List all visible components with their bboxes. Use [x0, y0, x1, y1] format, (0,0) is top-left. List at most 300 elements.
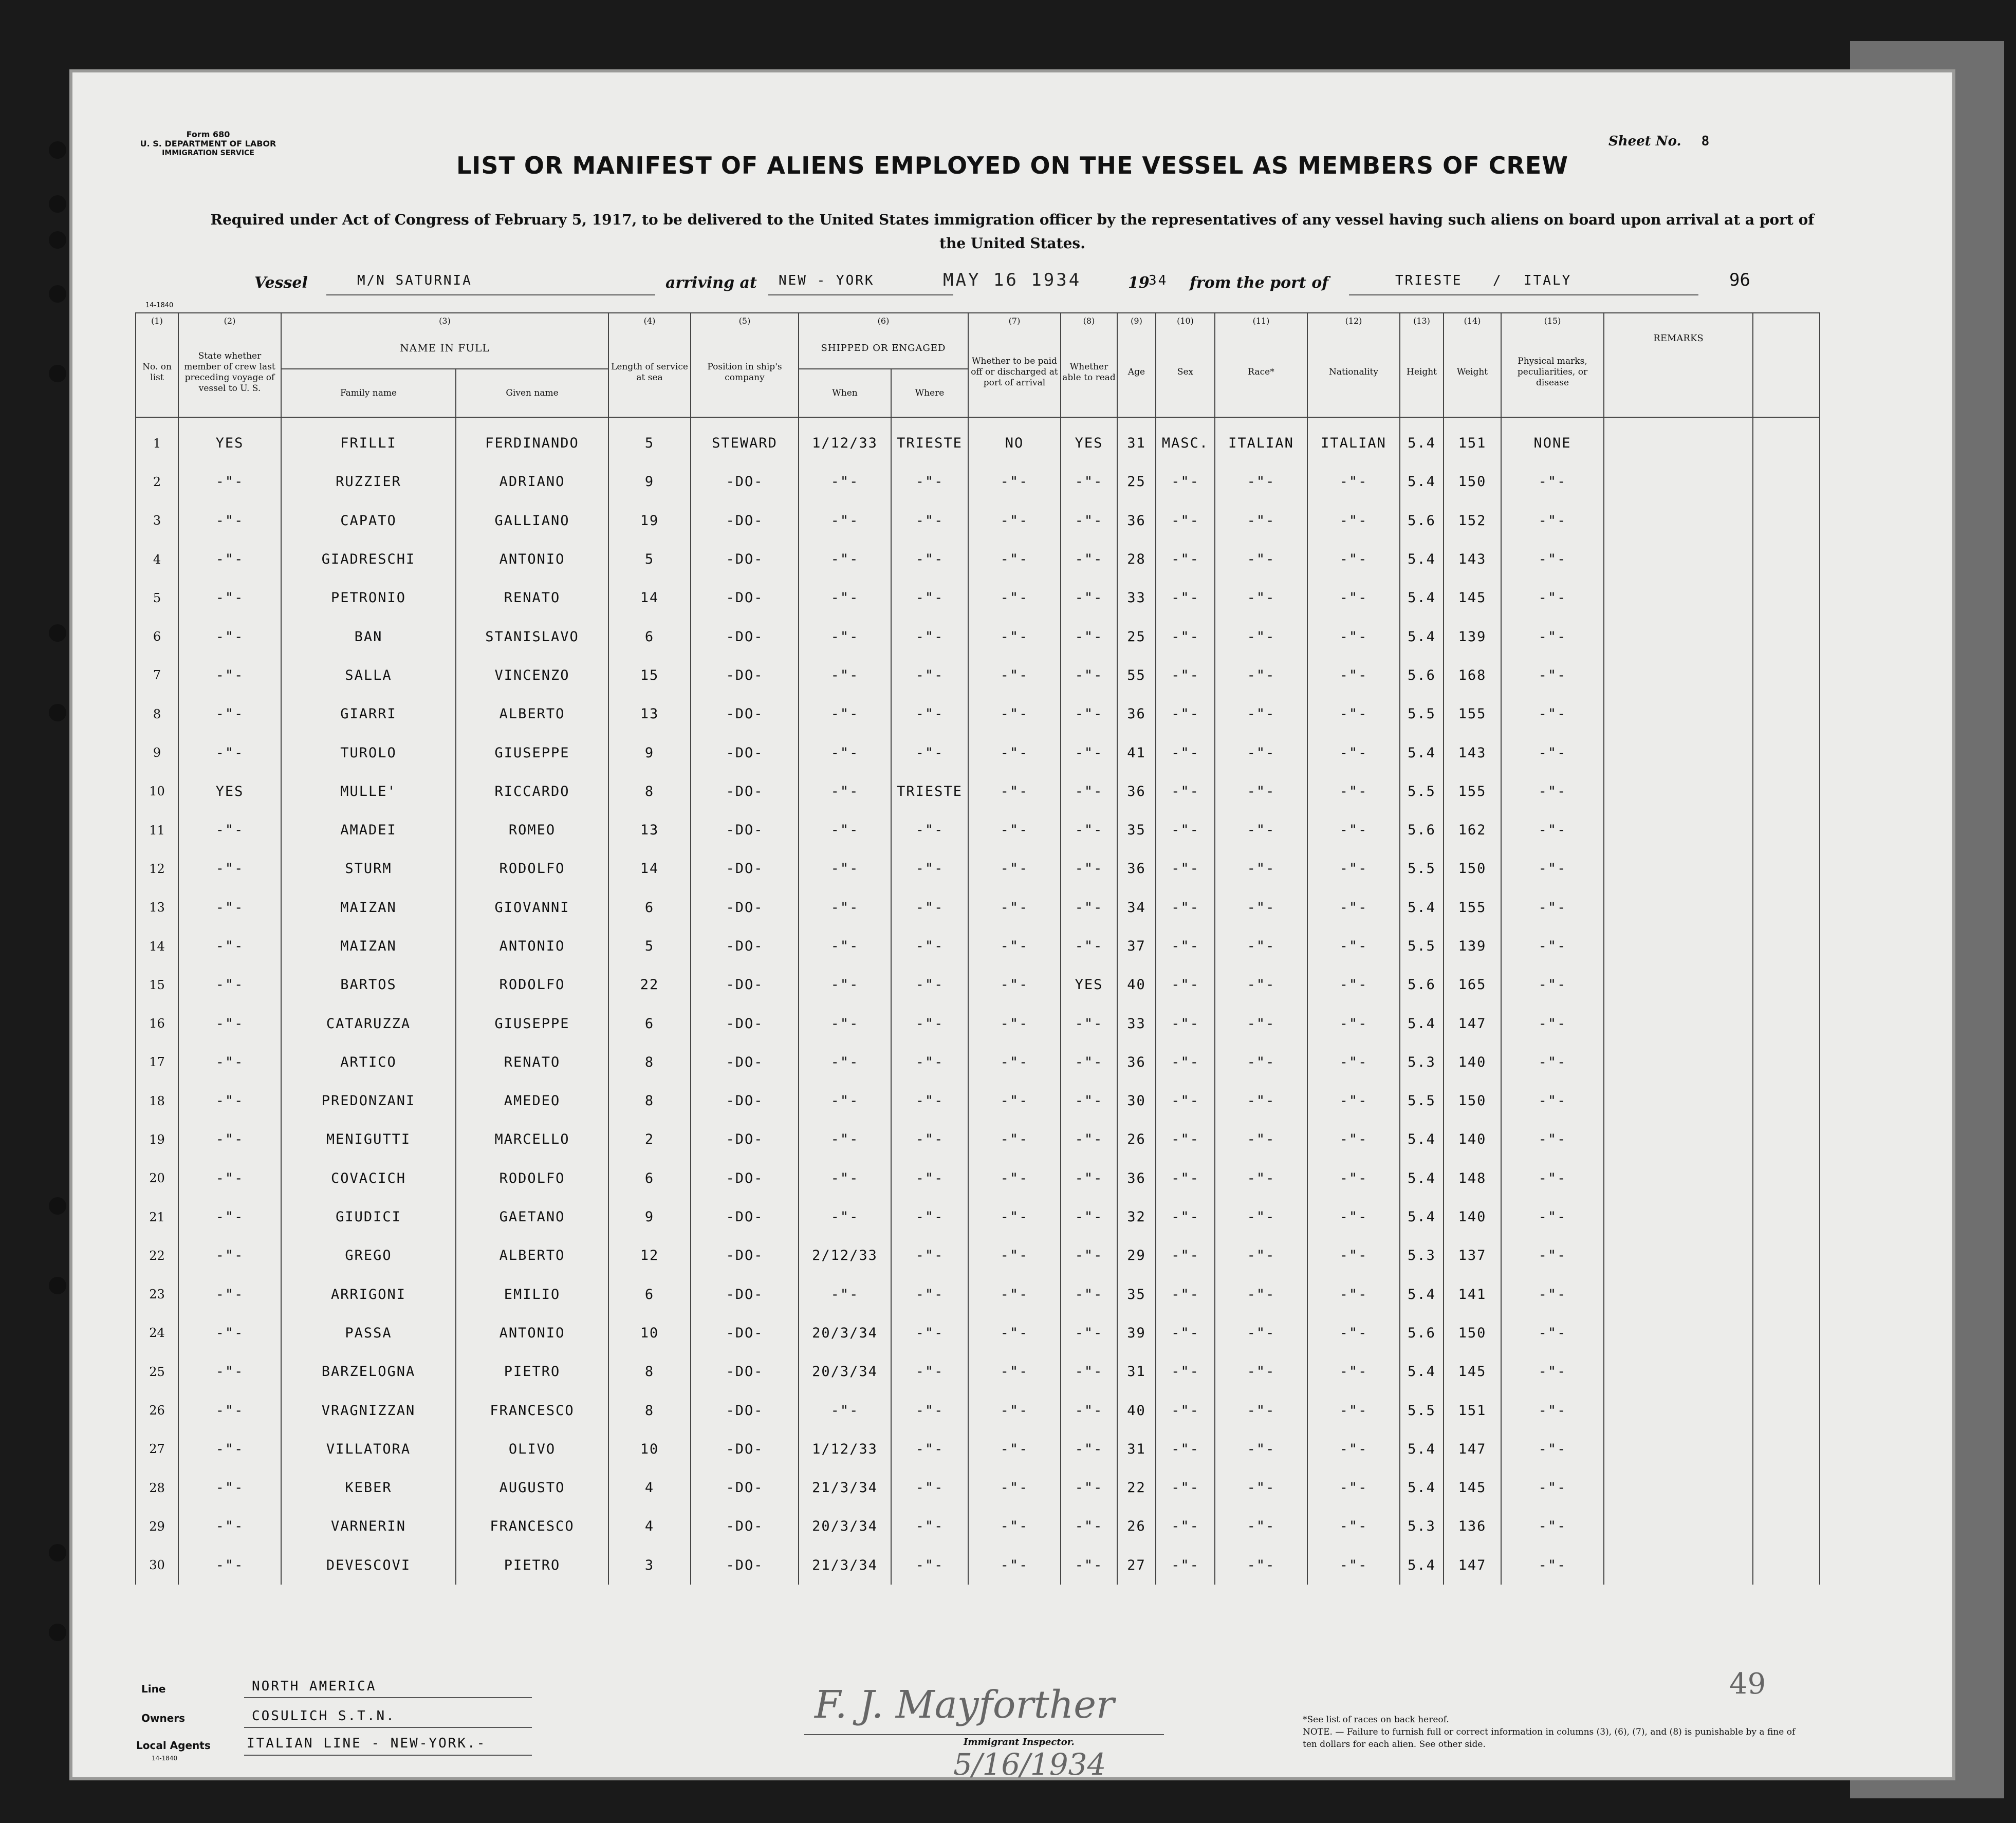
cell-given: RICCARDO — [456, 772, 608, 811]
col-num-8: (8) — [1061, 313, 1117, 328]
cell-family: ARRIGONI — [281, 1275, 456, 1314]
cell-extra — [1753, 1391, 1820, 1429]
cell-when: 1/12/33 — [799, 417, 891, 462]
cell-nationality: -"- — [1307, 1468, 1400, 1507]
date-stamp: MAY 16 1934 — [943, 270, 1082, 290]
header-length: Length of service at sea — [608, 328, 691, 417]
cell-weight: 150 — [1444, 1082, 1501, 1120]
cell-marks: -"- — [1501, 656, 1604, 695]
cell-remarks — [1604, 501, 1753, 540]
cell-when: -"- — [799, 540, 891, 579]
cell-height: 5.4 — [1400, 733, 1444, 772]
header-row-1 — [136, 328, 1820, 369]
cell-length: 10 — [608, 1314, 691, 1352]
cell-where: -"- — [891, 1314, 968, 1352]
owners-label: Owners — [141, 1712, 186, 1724]
cell-sex: -"- — [1156, 1430, 1215, 1468]
cell-given: RENATO — [456, 579, 608, 617]
cell-weight: 165 — [1444, 965, 1501, 1004]
cell-extra — [1753, 540, 1820, 579]
cell-age: 40 — [1117, 1391, 1156, 1429]
cell-marks: -"- — [1501, 1198, 1604, 1236]
cell-length: 6 — [608, 888, 691, 927]
cell-no: 22 — [136, 1236, 178, 1275]
cell-sex: -"- — [1156, 1082, 1215, 1120]
header-remarks: REMARKS — [1604, 328, 1753, 417]
cell-remarks — [1604, 1430, 1753, 1468]
col-num-14: (14) — [1444, 313, 1501, 328]
cell-read: -"- — [1061, 888, 1117, 927]
cell-paid: -"- — [968, 695, 1061, 733]
cell-paid: -"- — [968, 965, 1061, 1004]
cell-race: -"- — [1215, 772, 1307, 811]
cell-extra — [1753, 1468, 1820, 1507]
cell-paid: -"- — [968, 1391, 1061, 1429]
cell-where: -"- — [891, 965, 968, 1004]
cell-marks: -"- — [1501, 1546, 1604, 1585]
cell-read: -"- — [1061, 1391, 1117, 1429]
cell-age: 39 — [1117, 1314, 1156, 1352]
line-label: Line — [141, 1683, 166, 1695]
table-row — [136, 1275, 1820, 1314]
cell-extra — [1753, 733, 1820, 772]
cell-extra — [1753, 849, 1820, 888]
cell-age: 36 — [1117, 772, 1156, 811]
cell-when: -"- — [799, 1275, 891, 1314]
cell-paid: -"- — [968, 811, 1061, 849]
sheet-number-label: Sheet No. — [1608, 134, 1681, 149]
cell-read: -"- — [1061, 695, 1117, 733]
cell-nationality: -"- — [1307, 1352, 1400, 1391]
cell-weight: 152 — [1444, 501, 1501, 540]
cell-no: 28 — [136, 1468, 178, 1507]
cell-where: -"- — [891, 1468, 968, 1507]
cell-weight: 148 — [1444, 1159, 1501, 1198]
cell-height: 5.6 — [1400, 811, 1444, 849]
cell-paid: -"- — [968, 927, 1061, 965]
cell-race: -"- — [1215, 1082, 1307, 1120]
cell-family: GIUDICI — [281, 1198, 456, 1236]
cell-given: ANTONIO — [456, 1314, 608, 1352]
cell-given: PIETRO — [456, 1352, 608, 1391]
table-row — [136, 1391, 1820, 1429]
cell-given: GAETANO — [456, 1198, 608, 1236]
cell-sex: MASC. — [1156, 417, 1215, 462]
header-paid-off: Whether to be paid off or discharged at port of arrival — [968, 328, 1061, 417]
cell-where: -"- — [891, 695, 968, 733]
cell-member: -"- — [178, 540, 281, 579]
cell-height: 5.4 — [1400, 1546, 1444, 1585]
cell-when: -"- — [799, 888, 891, 927]
cell-weight: 145 — [1444, 1352, 1501, 1391]
cell-no: 18 — [136, 1082, 178, 1120]
crew-rows — [136, 417, 1820, 1585]
cell-race: -"- — [1215, 617, 1307, 656]
cell-marks: -"- — [1501, 1430, 1604, 1468]
cell-race: -"- — [1215, 1468, 1307, 1507]
agents-value: ITALIAN LINE - NEW-YORK.- — [247, 1736, 487, 1751]
cell-member: -"- — [178, 501, 281, 540]
cell-no: 15 — [136, 965, 178, 1004]
cell-member: -"- — [178, 965, 281, 1004]
cell-extra — [1753, 1120, 1820, 1159]
cell-age: 37 — [1117, 927, 1156, 965]
cell-paid: -"- — [968, 1120, 1061, 1159]
cell-sex: -"- — [1156, 1468, 1215, 1507]
cell-remarks — [1604, 1314, 1753, 1352]
cell-when: 20/3/34 — [799, 1352, 891, 1391]
cell-remarks — [1604, 1468, 1753, 1507]
cell-length: 4 — [608, 1507, 691, 1546]
cell-paid: -"- — [968, 1159, 1061, 1198]
cell-member: -"- — [178, 888, 281, 927]
cell-where: -"- — [891, 811, 968, 849]
cell-given: FRANCESCO — [456, 1507, 608, 1546]
cell-height: 5.5 — [1400, 695, 1444, 733]
cell-family: FRILLI — [281, 417, 456, 462]
cell-member: -"- — [178, 1314, 281, 1352]
cell-age: 25 — [1117, 462, 1156, 501]
cell-given: ALBERTO — [456, 1236, 608, 1275]
col-num-6: (6) — [799, 313, 968, 328]
cell-age: 36 — [1117, 501, 1156, 540]
port-separator: / — [1493, 273, 1503, 288]
cell-position: -DO- — [691, 1468, 799, 1507]
cell-height: 5.3 — [1400, 1043, 1444, 1082]
cell-given: ADRIANO — [456, 462, 608, 501]
col-num-13: (13) — [1400, 313, 1444, 328]
cell-race: -"- — [1215, 1236, 1307, 1275]
cell-length: 5 — [608, 540, 691, 579]
cell-when: 20/3/34 — [799, 1314, 891, 1352]
cell-no: 20 — [136, 1159, 178, 1198]
cell-position: -DO- — [691, 579, 799, 617]
table-row — [136, 1159, 1820, 1198]
cell-paid: -"- — [968, 501, 1061, 540]
cell-given: GIUSEPPE — [456, 1004, 608, 1043]
cell-member: -"- — [178, 733, 281, 772]
cell-read: -"- — [1061, 1198, 1117, 1236]
cell-position: -DO- — [691, 1507, 799, 1546]
crew-table — [135, 312, 1820, 1585]
cell-race: -"- — [1215, 1391, 1307, 1429]
col-num-5: (5) — [691, 313, 799, 328]
cell-position: -DO- — [691, 1043, 799, 1082]
cell-no: 12 — [136, 849, 178, 888]
binding-hole — [49, 1197, 66, 1215]
cell-family: GREGO — [281, 1236, 456, 1275]
cell-nationality: -"- — [1307, 1043, 1400, 1082]
cell-when: -"- — [799, 1120, 891, 1159]
cell-sex: -"- — [1156, 1352, 1215, 1391]
header-family-name: Family name — [281, 369, 456, 417]
cell-length: 19 — [608, 501, 691, 540]
cell-extra — [1753, 617, 1820, 656]
cell-when: -"- — [799, 965, 891, 1004]
cell-length: 2 — [608, 1120, 691, 1159]
cell-when: 1/12/33 — [799, 1430, 891, 1468]
cell-read: -"- — [1061, 1275, 1117, 1314]
cell-extra — [1753, 1082, 1820, 1120]
cell-remarks — [1604, 656, 1753, 695]
cell-height: 5.5 — [1400, 772, 1444, 811]
cell-height: 5.5 — [1400, 1082, 1444, 1120]
table-row — [136, 965, 1820, 1004]
cell-length: 10 — [608, 1430, 691, 1468]
cell-when: -"- — [799, 811, 891, 849]
cell-height: 5.4 — [1400, 1120, 1444, 1159]
table-row — [136, 1507, 1820, 1546]
col-num-remarks — [1604, 313, 1753, 328]
cell-marks: -"- — [1501, 772, 1604, 811]
cell-remarks — [1604, 1198, 1753, 1236]
cell-race: -"- — [1215, 462, 1307, 501]
cell-no: 17 — [136, 1043, 178, 1082]
cell-nationality: -"- — [1307, 811, 1400, 849]
cell-member: -"- — [178, 849, 281, 888]
header-height: Height — [1400, 328, 1444, 417]
cell-member: -"- — [178, 1391, 281, 1429]
cell-sex: -"- — [1156, 462, 1215, 501]
cell-age: 28 — [1117, 540, 1156, 579]
cell-age: 22 — [1117, 1468, 1156, 1507]
cell-position: -DO- — [691, 462, 799, 501]
cell-sex: -"- — [1156, 1004, 1215, 1043]
cell-given: ROMEO — [456, 811, 608, 849]
cell-length: 12 — [608, 1236, 691, 1275]
header-where: Where — [891, 369, 968, 417]
cell-remarks — [1604, 1507, 1753, 1546]
cell-weight: 141 — [1444, 1275, 1501, 1314]
cell-given: RENATO — [456, 1043, 608, 1082]
cell-when: -"- — [799, 579, 891, 617]
page-subtitle: Required under Act of Congress of February 5, 1917, to be delivered to the United States immigration officer by the representatives of any vessel having such aliens on board upon arrival at a port of the United States. — [210, 211, 1815, 252]
cell-when: -"- — [799, 501, 891, 540]
cell-extra — [1753, 656, 1820, 695]
cell-age: 34 — [1117, 888, 1156, 927]
cell-height: 5.4 — [1400, 1198, 1444, 1236]
cell-weight: 150 — [1444, 849, 1501, 888]
cell-race: -"- — [1215, 1314, 1307, 1352]
cell-length: 6 — [608, 1004, 691, 1043]
cell-remarks — [1604, 811, 1753, 849]
cell-where: -"- — [891, 1352, 968, 1391]
cell-sex: -"- — [1156, 811, 1215, 849]
cell-no: 11 — [136, 811, 178, 849]
cell-no: 7 — [136, 656, 178, 695]
cell-member: -"- — [178, 1043, 281, 1082]
cell-position: -DO- — [691, 888, 799, 927]
cell-where: -"- — [891, 1082, 968, 1120]
cell-where: -"- — [891, 1120, 968, 1159]
cell-weight: 155 — [1444, 772, 1501, 811]
line-value: NORTH AMERICA — [252, 1679, 377, 1694]
cell-nationality: -"- — [1307, 1082, 1400, 1120]
cell-sex: -"- — [1156, 656, 1215, 695]
cell-paid: -"- — [968, 1275, 1061, 1314]
cell-height: 5.5 — [1400, 849, 1444, 888]
cell-paid: -"- — [968, 772, 1061, 811]
agents-underline — [244, 1755, 532, 1756]
cell-where: -"- — [891, 927, 968, 965]
cell-where: -"- — [891, 617, 968, 656]
cell-read: -"- — [1061, 772, 1117, 811]
cell-family: GIADRESCHI — [281, 540, 456, 579]
header-sex: Sex — [1156, 328, 1215, 417]
cell-remarks — [1604, 1120, 1753, 1159]
cell-marks: -"- — [1501, 695, 1604, 733]
cell-position: -DO- — [691, 1082, 799, 1120]
cell-no: 5 — [136, 579, 178, 617]
cell-remarks — [1604, 695, 1753, 733]
cell-given: AUGUSTO — [456, 1468, 608, 1507]
cell-remarks — [1604, 1391, 1753, 1429]
cell-given: RODOLFO — [456, 849, 608, 888]
cell-weight: 162 — [1444, 811, 1501, 849]
cell-member: -"- — [178, 1468, 281, 1507]
cell-given: MARCELLO — [456, 1120, 608, 1159]
cell-remarks — [1604, 1546, 1753, 1585]
cell-family: GIARRI — [281, 695, 456, 733]
header-weight: Weight — [1444, 328, 1501, 417]
cell-family: ARTICO — [281, 1043, 456, 1082]
cell-remarks — [1604, 772, 1753, 811]
cell-given: VINCENZO — [456, 656, 608, 695]
header-when: When — [799, 369, 891, 417]
header-nationality: Nationality — [1307, 328, 1400, 417]
arriving-label: arriving at — [665, 274, 757, 292]
cell-sex: -"- — [1156, 1043, 1215, 1082]
cell-paid: -"- — [968, 1468, 1061, 1507]
cell-height: 5.3 — [1400, 1236, 1444, 1275]
cell-age: 36 — [1117, 1159, 1156, 1198]
cell-position: STEWARD — [691, 417, 799, 462]
cell-no: 10 — [136, 772, 178, 811]
table-row — [136, 579, 1820, 617]
cell-read: -"- — [1061, 849, 1117, 888]
header-age: Age — [1117, 328, 1156, 417]
cell-weight: 136 — [1444, 1507, 1501, 1546]
table-row — [136, 656, 1820, 695]
cell-marks: -"- — [1501, 927, 1604, 965]
cell-height: 5.4 — [1400, 617, 1444, 656]
races-note: *See list of races on back hereof. — [1303, 1715, 1449, 1725]
cell-length: 5 — [608, 927, 691, 965]
cell-marks: NONE — [1501, 417, 1604, 462]
table-row — [136, 733, 1820, 772]
binding-hole — [49, 195, 66, 213]
cell-family: PREDONZANI — [281, 1082, 456, 1120]
cell-read: -"- — [1061, 1159, 1117, 1198]
cell-nationality: -"- — [1307, 579, 1400, 617]
cell-extra — [1753, 927, 1820, 965]
cell-when: -"- — [799, 1043, 891, 1082]
cell-age: 36 — [1117, 849, 1156, 888]
cell-sex: -"- — [1156, 501, 1215, 540]
cell-extra — [1753, 579, 1820, 617]
cell-length: 6 — [608, 617, 691, 656]
cell-length: 9 — [608, 1198, 691, 1236]
cell-race: -"- — [1215, 1352, 1307, 1391]
table-row — [136, 1430, 1820, 1468]
cell-nationality: -"- — [1307, 1236, 1400, 1275]
cell-height: 5.4 — [1400, 888, 1444, 927]
cell-read: -"- — [1061, 1236, 1117, 1275]
cell-remarks — [1604, 579, 1753, 617]
cell-read: -"- — [1061, 1546, 1117, 1585]
cell-when: -"- — [799, 656, 891, 695]
sheet-number-value: 8 — [1701, 134, 1710, 149]
cell-read: -"- — [1061, 1043, 1117, 1082]
cell-where: -"- — [891, 579, 968, 617]
cell-weight: 139 — [1444, 927, 1501, 965]
cell-nationality: -"- — [1307, 1159, 1400, 1198]
cell-race: ITALIAN — [1215, 417, 1307, 462]
agents-label: Local Agents — [136, 1739, 211, 1752]
cell-no: 9 — [136, 733, 178, 772]
cell-extra — [1753, 772, 1820, 811]
cell-family: KEBER — [281, 1468, 456, 1507]
cell-nationality: -"- — [1307, 617, 1400, 656]
cell-given: GIOVANNI — [456, 888, 608, 927]
cell-remarks — [1604, 1236, 1753, 1275]
cell-race: -"- — [1215, 927, 1307, 965]
cell-extra — [1753, 965, 1820, 1004]
cell-read: -"- — [1061, 811, 1117, 849]
cell-family: MAIZAN — [281, 888, 456, 927]
cell-nationality: -"- — [1307, 1275, 1400, 1314]
cell-race: -"- — [1215, 1275, 1307, 1314]
cell-extra — [1753, 1004, 1820, 1043]
cell-weight: 151 — [1444, 1391, 1501, 1429]
cell-sex: -"- — [1156, 1236, 1215, 1275]
cell-when: -"- — [799, 927, 891, 965]
col-num-11: (11) — [1215, 313, 1307, 328]
cell-race: -"- — [1215, 1043, 1307, 1082]
handwritten-number: 49 — [1729, 1667, 1766, 1701]
cell-sex: -"- — [1156, 1159, 1215, 1198]
cell-extra — [1753, 888, 1820, 927]
cell-remarks — [1604, 540, 1753, 579]
col-num-2: (2) — [178, 313, 281, 328]
cell-height: 5.4 — [1400, 1430, 1444, 1468]
cell-paid: -"- — [968, 1546, 1061, 1585]
cell-age: 36 — [1117, 1043, 1156, 1082]
cell-given: RODOLFO — [456, 1159, 608, 1198]
cell-race: -"- — [1215, 888, 1307, 927]
cell-no: 19 — [136, 1120, 178, 1159]
cell-read: -"- — [1061, 579, 1117, 617]
cell-family: PETRONIO — [281, 579, 456, 617]
cell-nationality: -"- — [1307, 501, 1400, 540]
cell-where: -"- — [891, 1198, 968, 1236]
header-position: Position in ship's company — [691, 328, 799, 417]
cell-no: 27 — [136, 1430, 178, 1468]
cell-family: BARTOS — [281, 965, 456, 1004]
print-code: 14-1840 — [145, 302, 174, 309]
table-row — [136, 1236, 1820, 1275]
cell-paid: -"- — [968, 733, 1061, 772]
year-suffix: 34 — [1149, 273, 1168, 288]
cell-member: YES — [178, 772, 281, 811]
cell-weight: 137 — [1444, 1236, 1501, 1275]
cell-read: -"- — [1061, 1352, 1117, 1391]
cell-nationality: -"- — [1307, 1430, 1400, 1468]
cell-member: -"- — [178, 1507, 281, 1546]
owners-value: COSULICH S.T.N. — [252, 1708, 396, 1724]
cell-where: -"- — [891, 1275, 968, 1314]
cell-where: -"- — [891, 888, 968, 927]
